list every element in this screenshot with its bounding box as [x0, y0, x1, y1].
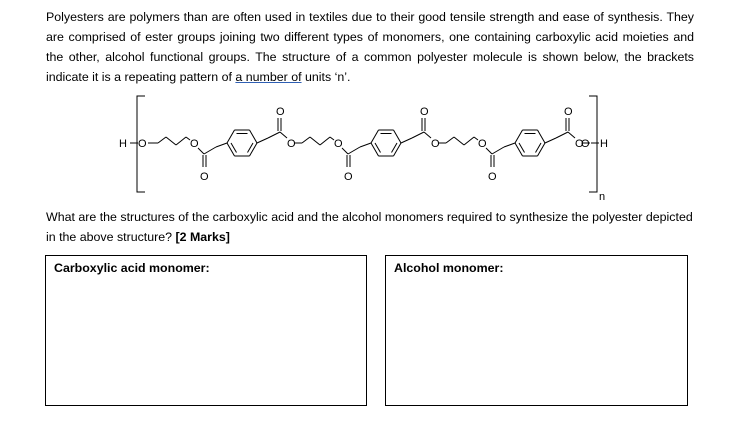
ester-oxygen-bond	[198, 148, 204, 154]
benzene-ring-bond	[371, 143, 379, 156]
ester-oxygen-bond	[280, 132, 287, 138]
glycol-bond	[166, 137, 176, 145]
polymer-chain	[158, 118, 590, 167]
benzene-ring-bond	[538, 130, 546, 143]
ester-oxygen-label-2: O	[478, 138, 487, 150]
benzene-ring-bond	[515, 130, 523, 143]
ester-oxygen-label-1: O	[334, 138, 343, 150]
carbonyl-carbon-bond	[268, 132, 280, 138]
intro-text: Polyesters are polymers than are often used in textiles due to their good tensile strength and ease of synthesis. They are comprised of ester groups joining two different types of monomers, one containing carboxylic acid moieties and the other, alcohol functional groups. The structure of a common polyester molecule is shown below, the brackets indicate it is a repeating pattern of	[46, 10, 694, 84]
carbonyl-oxygen-upper-2: O	[564, 106, 573, 118]
intro-text-end: units ‘n’.	[301, 70, 351, 84]
glycol-bond	[310, 137, 320, 145]
question-text	[46, 207, 696, 247]
ester-oxygen-bond	[486, 148, 492, 154]
ring-attachment-bond	[545, 138, 556, 143]
carbonyl-oxygen-upper-1: O	[420, 106, 429, 118]
ring-attachment-bond	[216, 143, 227, 147]
end-group-h-left: H	[119, 138, 127, 150]
benzene-ring-bond	[371, 130, 379, 143]
ring-attachment-bond	[504, 143, 515, 147]
carbonyl-carbon-bond	[556, 132, 568, 138]
glycol-bond	[320, 137, 330, 145]
glycol-bond	[454, 137, 464, 145]
benzene-ring-bond	[394, 143, 402, 156]
carbonyl-oxygen-lower-0: O	[200, 171, 209, 183]
benzene-ring-bond	[227, 130, 235, 143]
carbonyl-carbon-bond	[348, 147, 360, 154]
ester-oxygen-bond	[568, 132, 575, 138]
carbonyl-carbon-bond	[492, 147, 504, 154]
carboxylic-acid-label: Carboxylic acid monomer:	[54, 261, 210, 275]
ester-oxygen-label-0: O	[190, 138, 199, 150]
ring-attachment-bond	[257, 138, 268, 143]
carboxylic-acid-answer-box[interactable]	[45, 255, 367, 406]
carbonyl-carbon-bond	[412, 132, 424, 138]
oxygen-label-end-left: O	[138, 138, 147, 150]
benzene-ring-bond	[394, 130, 402, 143]
question-body: What are the structures of the carboxylic acid and the alcohol monomers required to synthesize the polyester depicted in the above structure?	[46, 210, 693, 244]
benzene-ring-bond	[515, 143, 523, 156]
glycol-bond	[176, 137, 186, 145]
alcohol-label: Alcohol monomer:	[394, 261, 504, 275]
alcohol-answer-box[interactable]	[385, 255, 688, 406]
glycol-bond	[446, 137, 454, 143]
benzene-ring-bond	[250, 130, 258, 143]
end-group-h-right: H	[600, 138, 608, 150]
question-marks: [2 Marks]	[175, 230, 230, 244]
glycol-bond	[302, 137, 310, 143]
ester-oxygen-bond	[424, 132, 431, 138]
right-bracket	[589, 96, 597, 192]
glycol-bond	[158, 137, 166, 143]
benzene-ring-bond	[538, 143, 546, 156]
repeat-subscript-n: n	[599, 191, 606, 203]
carbonyl-oxygen-upper-0: O	[276, 106, 285, 118]
oxygen-label-end-right: O	[581, 138, 590, 150]
carbonyl-oxygen-lower-1: O	[344, 171, 353, 183]
benzene-ring-bond	[227, 143, 235, 156]
ester-oxygen-bond	[342, 148, 348, 154]
carbonyl-oxygen-lower-2: O	[488, 171, 497, 183]
ester-oxygen-upper-1: O	[431, 138, 440, 150]
ring-attachment-bond	[401, 138, 412, 143]
ester-oxygen-upper-2: O	[575, 138, 584, 150]
carbonyl-carbon-bond	[204, 147, 216, 154]
ring-attachment-bond	[360, 143, 371, 147]
ester-oxygen-upper-0: O	[287, 138, 296, 150]
glycol-bond	[464, 137, 474, 145]
intro-underlined-phrase: a number of	[235, 70, 302, 84]
benzene-ring-bond	[250, 143, 258, 156]
structure-labels	[119, 106, 608, 203]
